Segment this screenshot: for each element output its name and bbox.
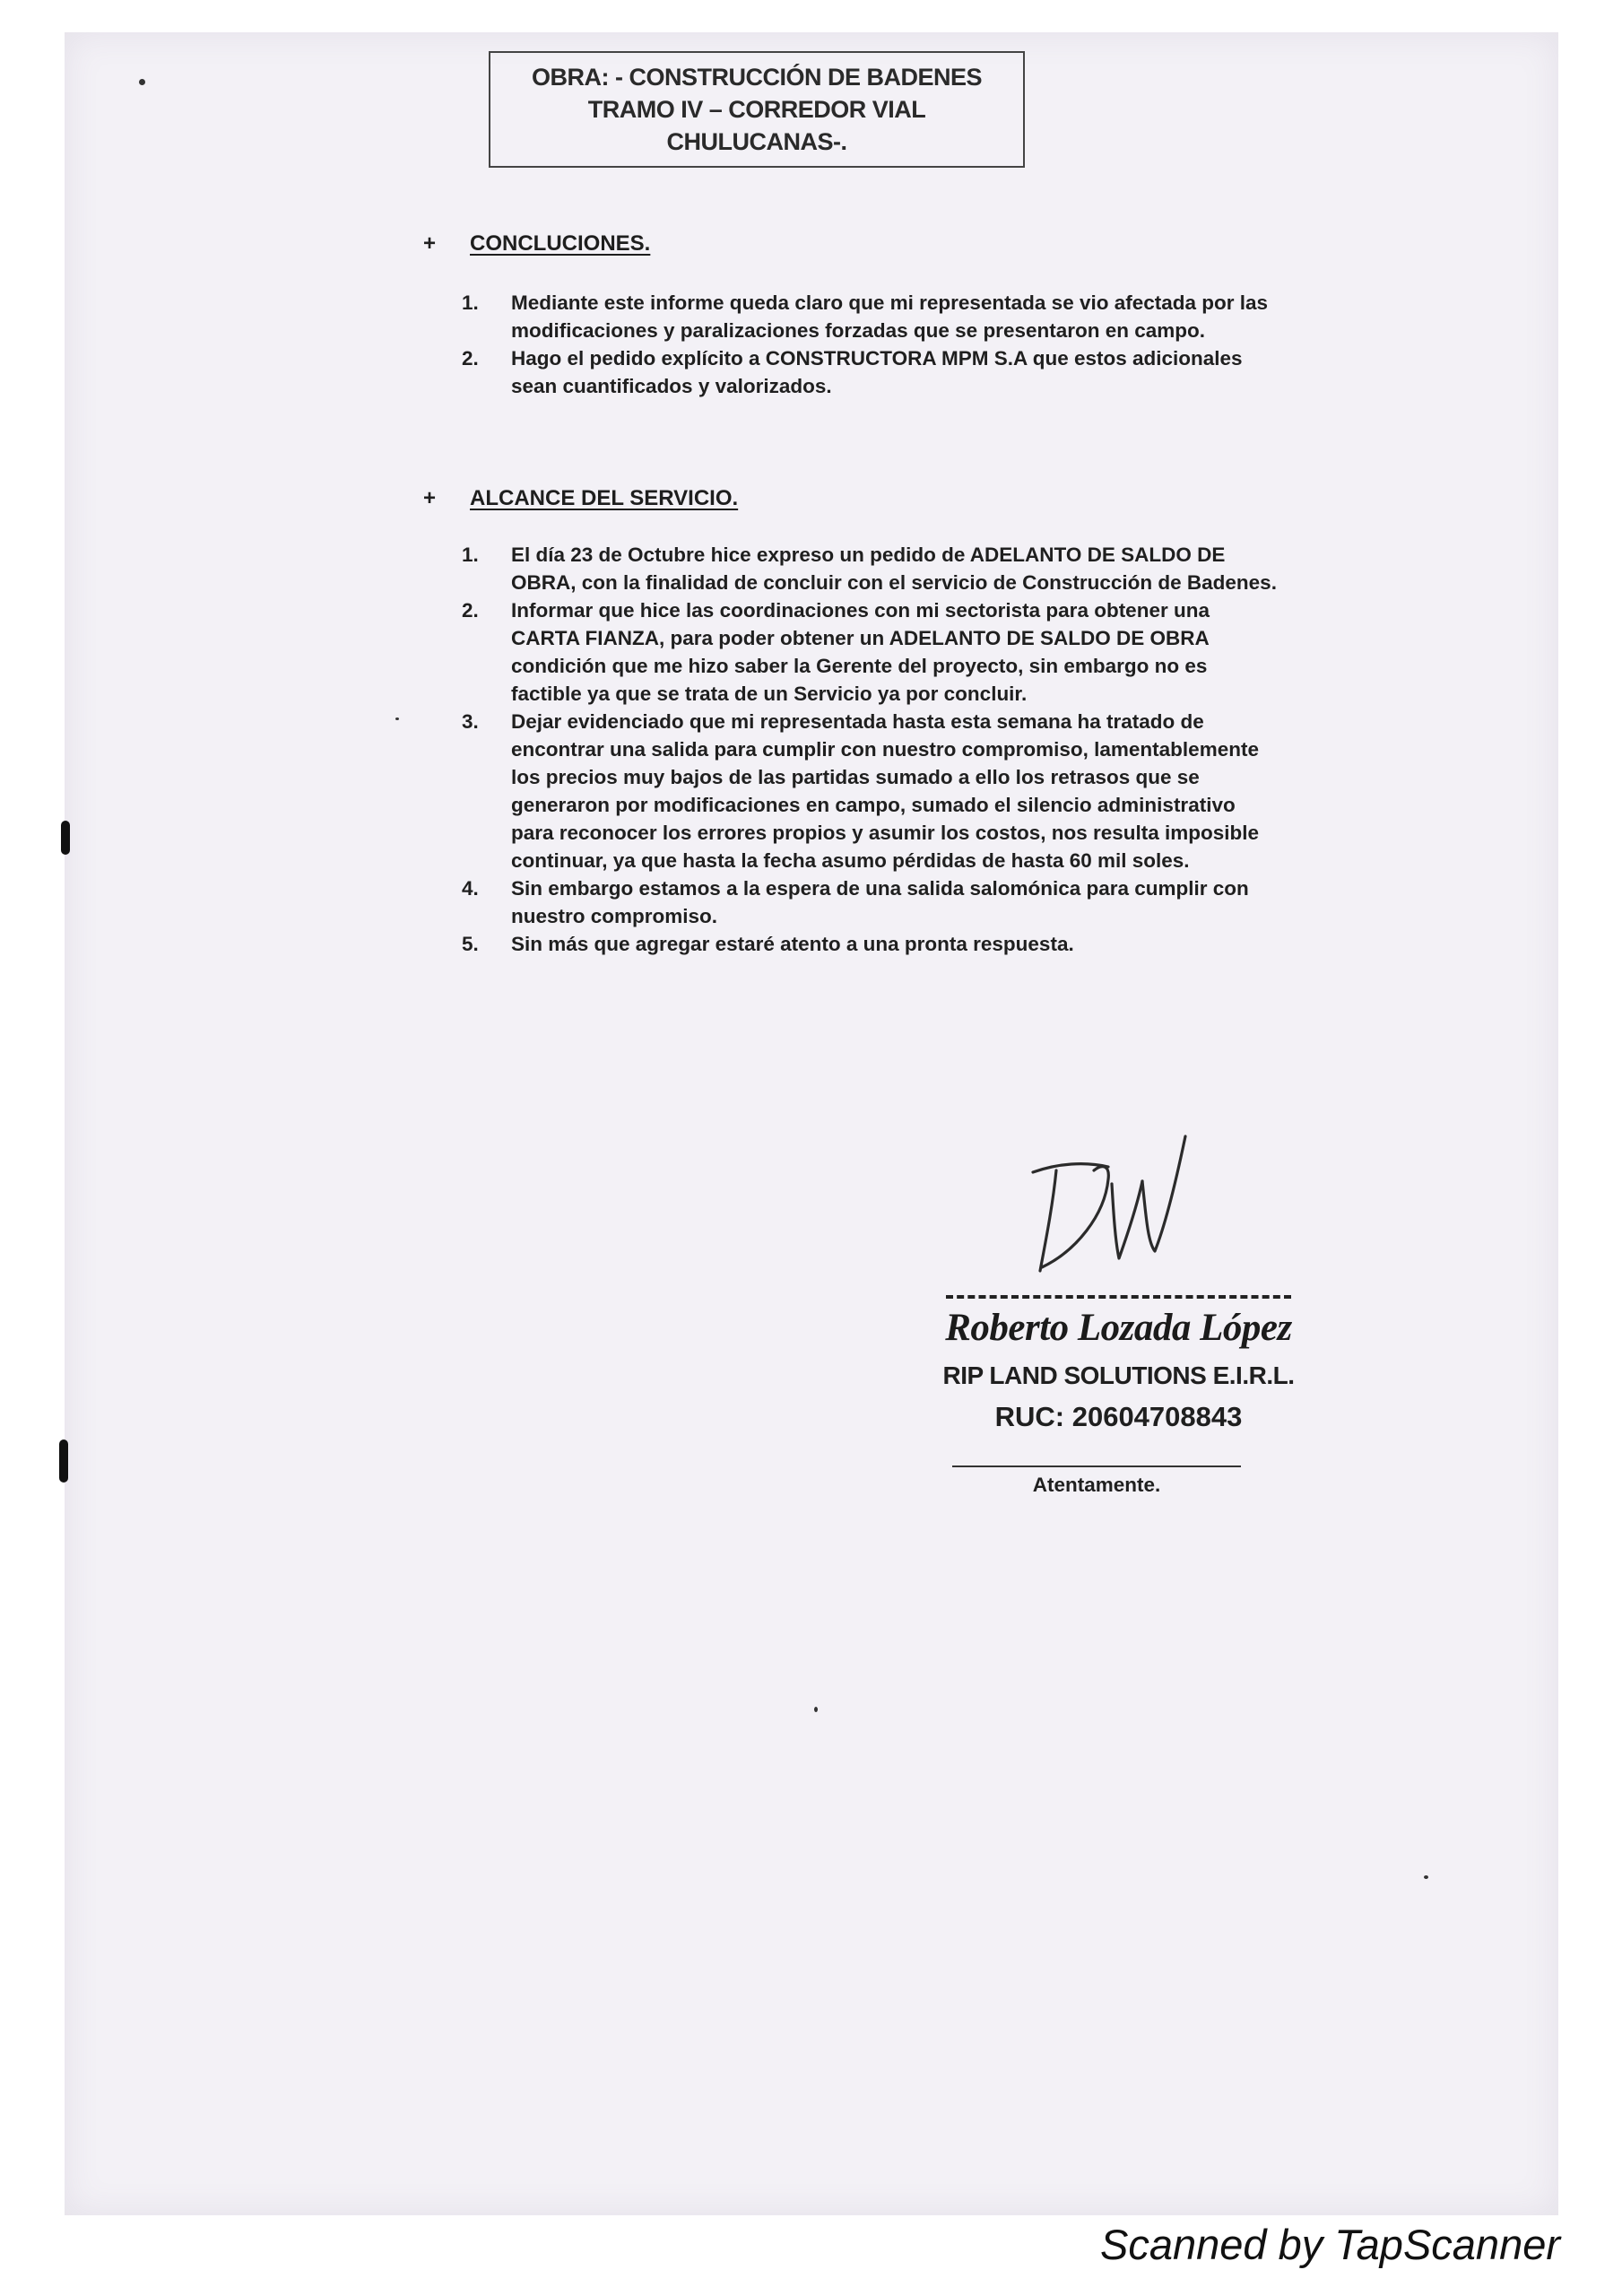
- project-title-line: OBRA: - CONSTRUCCIÓN DE BADENES: [531, 64, 982, 91]
- company-ruc: RUC: 20604708843: [994, 1401, 1243, 1432]
- item-number: 2.: [462, 599, 479, 622]
- binder-hole-mark: [61, 821, 70, 855]
- item-text: Dejar evidenciado que mi representada hasta esta semana ha tratado de encontrar una salida para cumplir con nuestro compromiso, lamentablemente los precios muy bajos de las partidas sumado a ello los retrasos que se generaron por modificaciones en campo, sumado el silencio administrativo para reconocer los errores propios y asumir los costos, nos resulta imposible continuar, ya que hasta la fecha asumo pérdidas de hasta 60 mil soles.: [511, 710, 1260, 872]
- binder-hole-mark: [59, 1439, 68, 1483]
- project-title-box: [489, 51, 1025, 168]
- dust-speck: [1424, 1875, 1428, 1879]
- item-text: Sin más que agregar estaré atento a una pronta respuesta.: [511, 933, 1074, 955]
- list-item: [462, 289, 1278, 344]
- signature-dashed-line: [946, 1295, 1291, 1299]
- project-title-line: TRAMO IV – CORREDOR VIAL: [587, 96, 926, 123]
- item-text: Sin embargo estamos a la espera de una salida salomónica para cumplir con nuestro compromiso.: [511, 877, 1249, 927]
- conclusions-heading: [423, 231, 650, 257]
- item-number: 3.: [462, 710, 479, 733]
- list-item: [462, 874, 1278, 930]
- dust-speck: [814, 1707, 818, 1712]
- conclusions-list: [462, 289, 1278, 400]
- item-number: 2.: [462, 347, 479, 370]
- scope-heading: [423, 486, 738, 511]
- item-text: Mediante este informe queda claro que mi representada se vio afectada por las modificaciones y paralizaciones forzadas que se presentaron en campo.: [511, 291, 1269, 342]
- closing-text: Atentamente.: [1032, 1474, 1161, 1496]
- section-title: ALCANCE DEL SERVICIO.: [470, 486, 739, 510]
- item-text: Hago el pedido explícito a CONSTRUCTORA MPM S.A que estos adicionales sean cuantificados y valorizados.: [511, 347, 1243, 397]
- item-number: 4.: [462, 877, 479, 900]
- item-text: Informar que hice las coordinaciones con mi sectorista para obtener una CARTA FIANZA, para poder obtener un ADELANTO DE SALDO DE OBRA condición que me hizo saber la Gerente del proyecto, sin embargo no es factible ya que se trata de un Servicio ya por concluir.: [511, 599, 1210, 705]
- list-item: [462, 596, 1278, 708]
- list-item: [462, 541, 1278, 596]
- item-text: El día 23 de Octubre hice expreso un pedido de ADELANTO DE SALDO DE OBRA, con la finalidad de concluir con el servicio de Construcción de Badenes.: [511, 544, 1277, 594]
- handwritten-signature: [1022, 1117, 1237, 1283]
- scope-list: [462, 541, 1278, 958]
- closing-line: [952, 1465, 1241, 1467]
- bullet-icon: +: [423, 486, 437, 510]
- list-item: [462, 344, 1278, 400]
- list-item: [462, 930, 1278, 958]
- section-title: CONCLUCIONES.: [470, 231, 651, 256]
- dust-speck: [395, 718, 399, 720]
- signer-name: Roberto Lozada López: [945, 1307, 1292, 1349]
- list-item: [462, 708, 1278, 874]
- item-number: 5.: [462, 933, 479, 955]
- dust-speck: [139, 79, 145, 85]
- item-number: 1.: [462, 291, 479, 314]
- bullet-icon: +: [423, 231, 437, 256]
- project-title-line: CHULUCANAS-.: [666, 128, 847, 155]
- scanner-watermark: Scanned by TapScanner: [1099, 2221, 1560, 2268]
- company-name: RIP LAND SOLUTIONS E.I.R.L.: [942, 1361, 1295, 1389]
- item-number: 1.: [462, 544, 479, 566]
